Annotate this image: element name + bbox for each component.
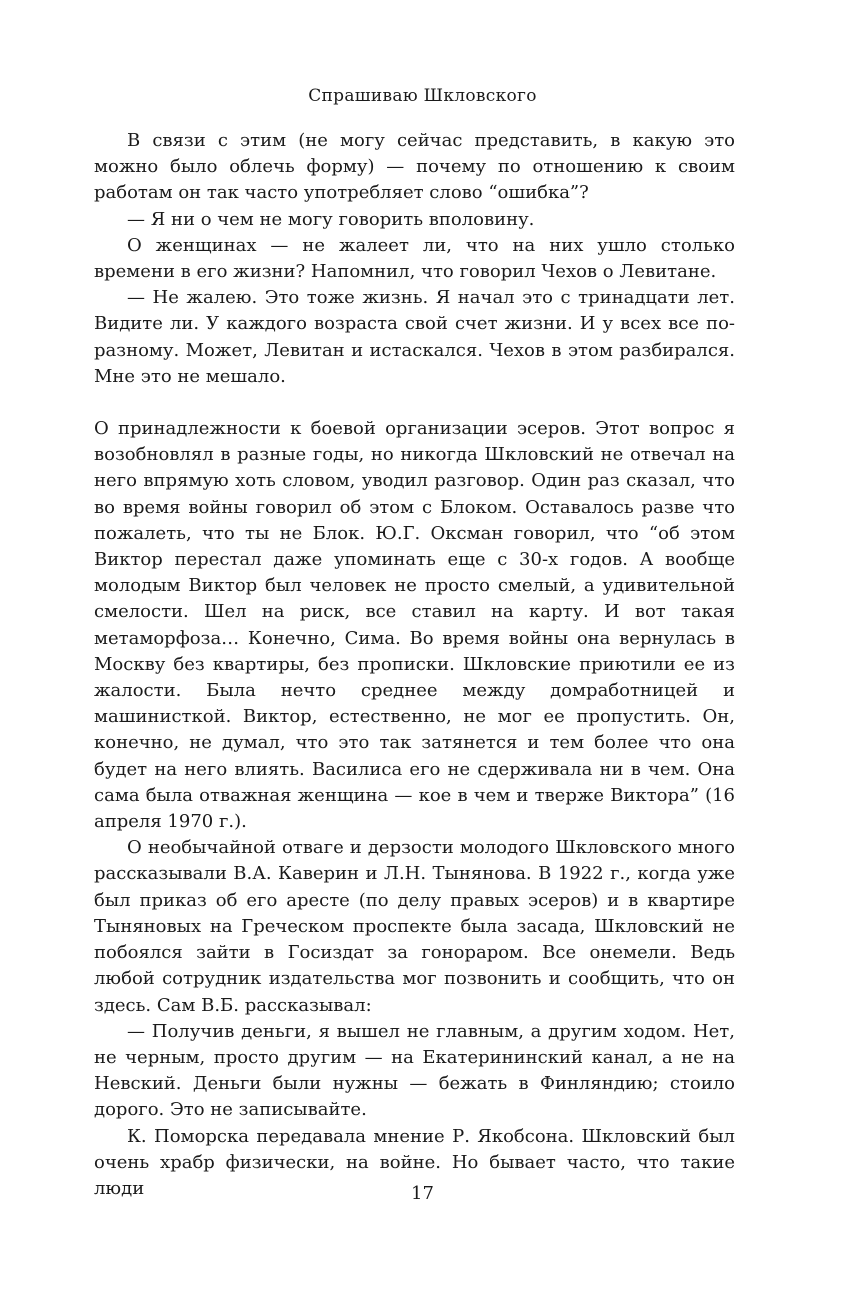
page-number: 17	[411, 1183, 434, 1204]
section-break	[94, 390, 735, 416]
paragraph: О необычайной отваге и дерзости молодого Шкловского много рассказывали В.А. Каверин и Л.Н. Тынянова. В 1922 г., когда уже был приказ об его аресте (по делу правых эсеров) и в квартире Тыняновых на Греческом проспекте была засада, Шкловский не побоялся зайти в Госиздат за гонораром. Все онемели. Ведь любой сотрудник издательства мог позвонить и сообщить, что он здесь. Сам В.Б. рассказывал:	[94, 837, 735, 1016]
paragraph: В связи с этим (не могу сейчас представить, в какую это можно было облечь форму) — почему по отношению к своим работам он так часто употребляет слово “ошибка”?	[94, 130, 735, 204]
paragraph: О принадлежности к боевой организации эсеров. Этот вопрос я возобновлял в разные годы, но никогда Шкловский не отвечал на него впрямую хоть словом, уводил разговор. Один раз сказал, что во время войны говорил об этом с Блоком. Оставалось разве что пожалеть, что ты не Блок. Ю.Г. Оксман говорил, что “об этом Виктор перестал даже упоминать еще с 30-х годов. А вообще молодым Виктор был человек не просто смелый, а удивительной смелости. Шел на риск, все ставил на карту. И вот такая метаморфоза… Конечно, Сима. Во время войны она вернулась в Москву без квартиры, без прописки. Шкловские приютили ее из жалости. Была нечто среднее между домработницей и машинисткой. Виктор, естественно, не мог ее пропустить. Он, конечно, не думал, что это так затянется и тем более что она будет на него влиять. Василиса его не сдерживала ни в чем. Она сама была отважная женщина — кое в чем и тверже Виктора” (16 апреля 1970 г.).	[94, 418, 735, 833]
paragraph: — Я ни о чем не могу говорить вполовину.	[127, 208, 535, 230]
running-head: Спрашиваю Шкловского	[308, 86, 537, 106]
paragraph: К. Поморска передавала мнение Р. Якобсона. Шкловский был очень храбр физически, на войне. Но бывает часто, что такие люди	[94, 1125, 735, 1199]
paragraph: — Не жалею. Это тоже жизнь. Я начал это с тринадцати лет. Видите ли. У каждого возраста свой счет жизни. И у всех все по-разному. Может, Левитан и истаскался. Чехов в этом разбирался. Мне это не мешало.	[94, 287, 735, 387]
paragraph: — Получив деньги, я вышел не главным, а другим ходом. Нет, не черным, просто другим — на Екатерининский канал, а не на Невский. Деньги были нужны — бежать в Финляндию; стоило дорого. Это не записывайте.	[94, 1020, 735, 1121]
body-text	[94, 128, 735, 1202]
paragraph: О женщинах — не жалеет ли, что на них ушло столько времени в его жизни? Напомнил, что говорил Чехов о Левитане.	[94, 234, 735, 283]
